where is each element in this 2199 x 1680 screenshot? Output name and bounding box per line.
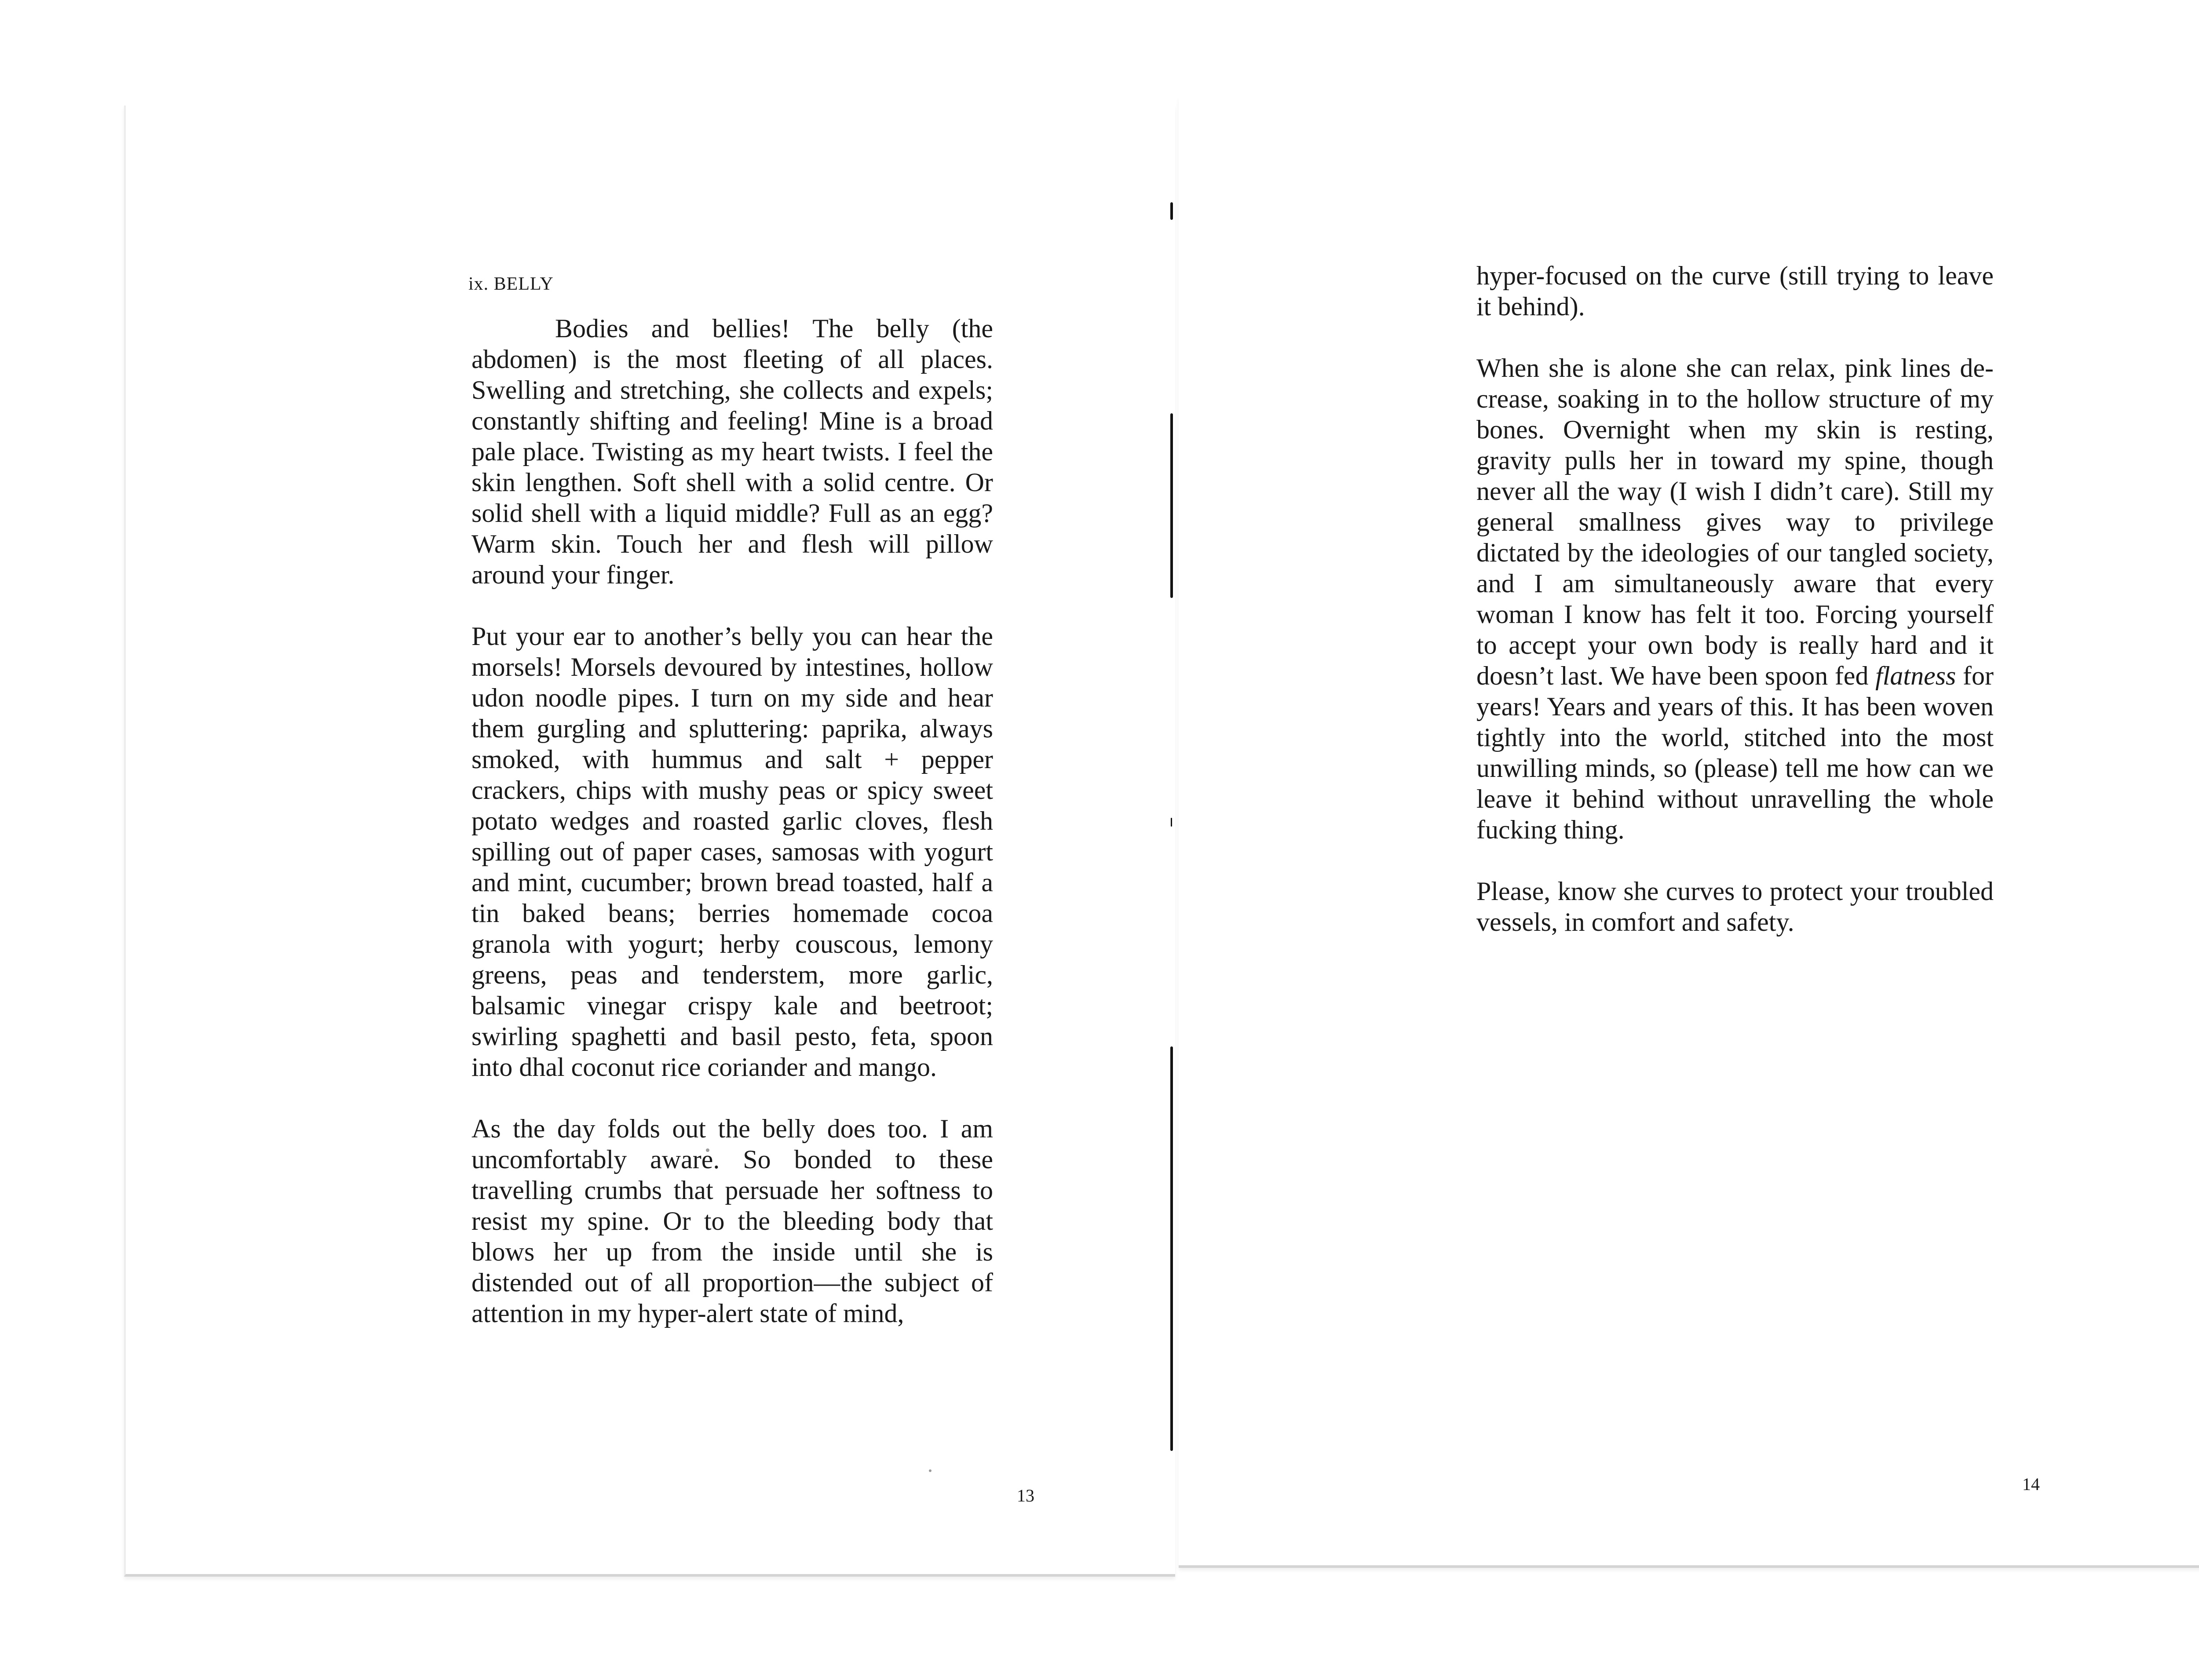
chapter-heading: ix. BELLY <box>468 274 554 294</box>
paragraph: Put your ear to another’s belly you can hear the morsels! Morsels devoured by intestines, hollow udon noodle pipes. I turn on my side and hear them gurgling and spluttering: paprika, always smoked, with hummus and salt + pepper crackers, chips with mushy peas or spicy sweet potato wedges and roasted garlic cloves, flesh spilling out of paper cases, samosas with yogurt and mint, cucumber; brown bread toasted, half a tin baked beans; berries homemade cocoa granola with yogurt; herby couscous, lemony greens, peas and tenderstem, more garlic, balsamic vinegar crispy kale and beetroot; swirling spaghetti and basil pesto, feta, spoon into dhal coconut rice coriander and mango. <box>471 622 993 1082</box>
stitch-mark <box>1171 818 1172 827</box>
stitch-mark <box>1170 202 1173 220</box>
paragraph: Bodies and bellies! The belly (the abdomen) is the most fleeting of all places. Swelling and stretching, she collects and expels; constantly shifting and feeling! Mine is a broad pale place. Twisting as my heart twists. I feel the skin lengthen. Soft shell with a solid centre. Or solid shell with a liquid middle? Full as an egg? Warm skin. Touch her and flesh will pillow around your finger. <box>471 314 993 589</box>
page-number: 13 <box>1017 1486 1034 1505</box>
page-number: 14 <box>2022 1474 2040 1494</box>
left-page-body <box>471 313 993 1329</box>
paragraph-text: When she is alone she can relax, pink lines de-crease, soaking in to the hollow structure of my bones. Overnight when my skin is resting, gravity pulls her in toward my spine, though never all the way (I wish I didn’t care). Still my general smallness gives way to privilege dictated by the ideologies of our tangled society, and I am simultaneously aware that every woman I know has felt it too. Forcing yourself to accept your own body is really hard and it doesn’t last. We have been spoon fed <box>1476 353 1994 690</box>
paragraph: Please, know she curves to protect your troubled vessels, in comfort and safety. <box>1476 877 1994 937</box>
paragraph: As the day folds out the belly does too. I am uncomfortably aware. So bonded to these travelling crumbs that persuade her softness to resist my spine. Or to the bleeding body that blows her up from the inside until she is distended out of all proportion—the subject of attention in my hyper-alert state of mind, <box>471 1114 993 1328</box>
paragraph-text: for years! Years and years of this. It has been woven tightly into the world, stitched into the most unwilling minds, so (please) tell me how can we leave it behind without unravelling the whole fucking thing. <box>1476 661 1994 844</box>
stitch-mark <box>1170 413 1173 598</box>
right-page-body <box>1476 260 1994 937</box>
emphasized-word: flatness <box>1875 661 1956 690</box>
stitch-mark <box>1170 1046 1173 1451</box>
paragraph <box>1476 353 1994 845</box>
paragraph: hyper-focused on the curve (still trying to leave it behind). <box>1476 261 1994 321</box>
paper-speck <box>929 1469 931 1472</box>
book-spine-stitching <box>1168 185 1174 1548</box>
